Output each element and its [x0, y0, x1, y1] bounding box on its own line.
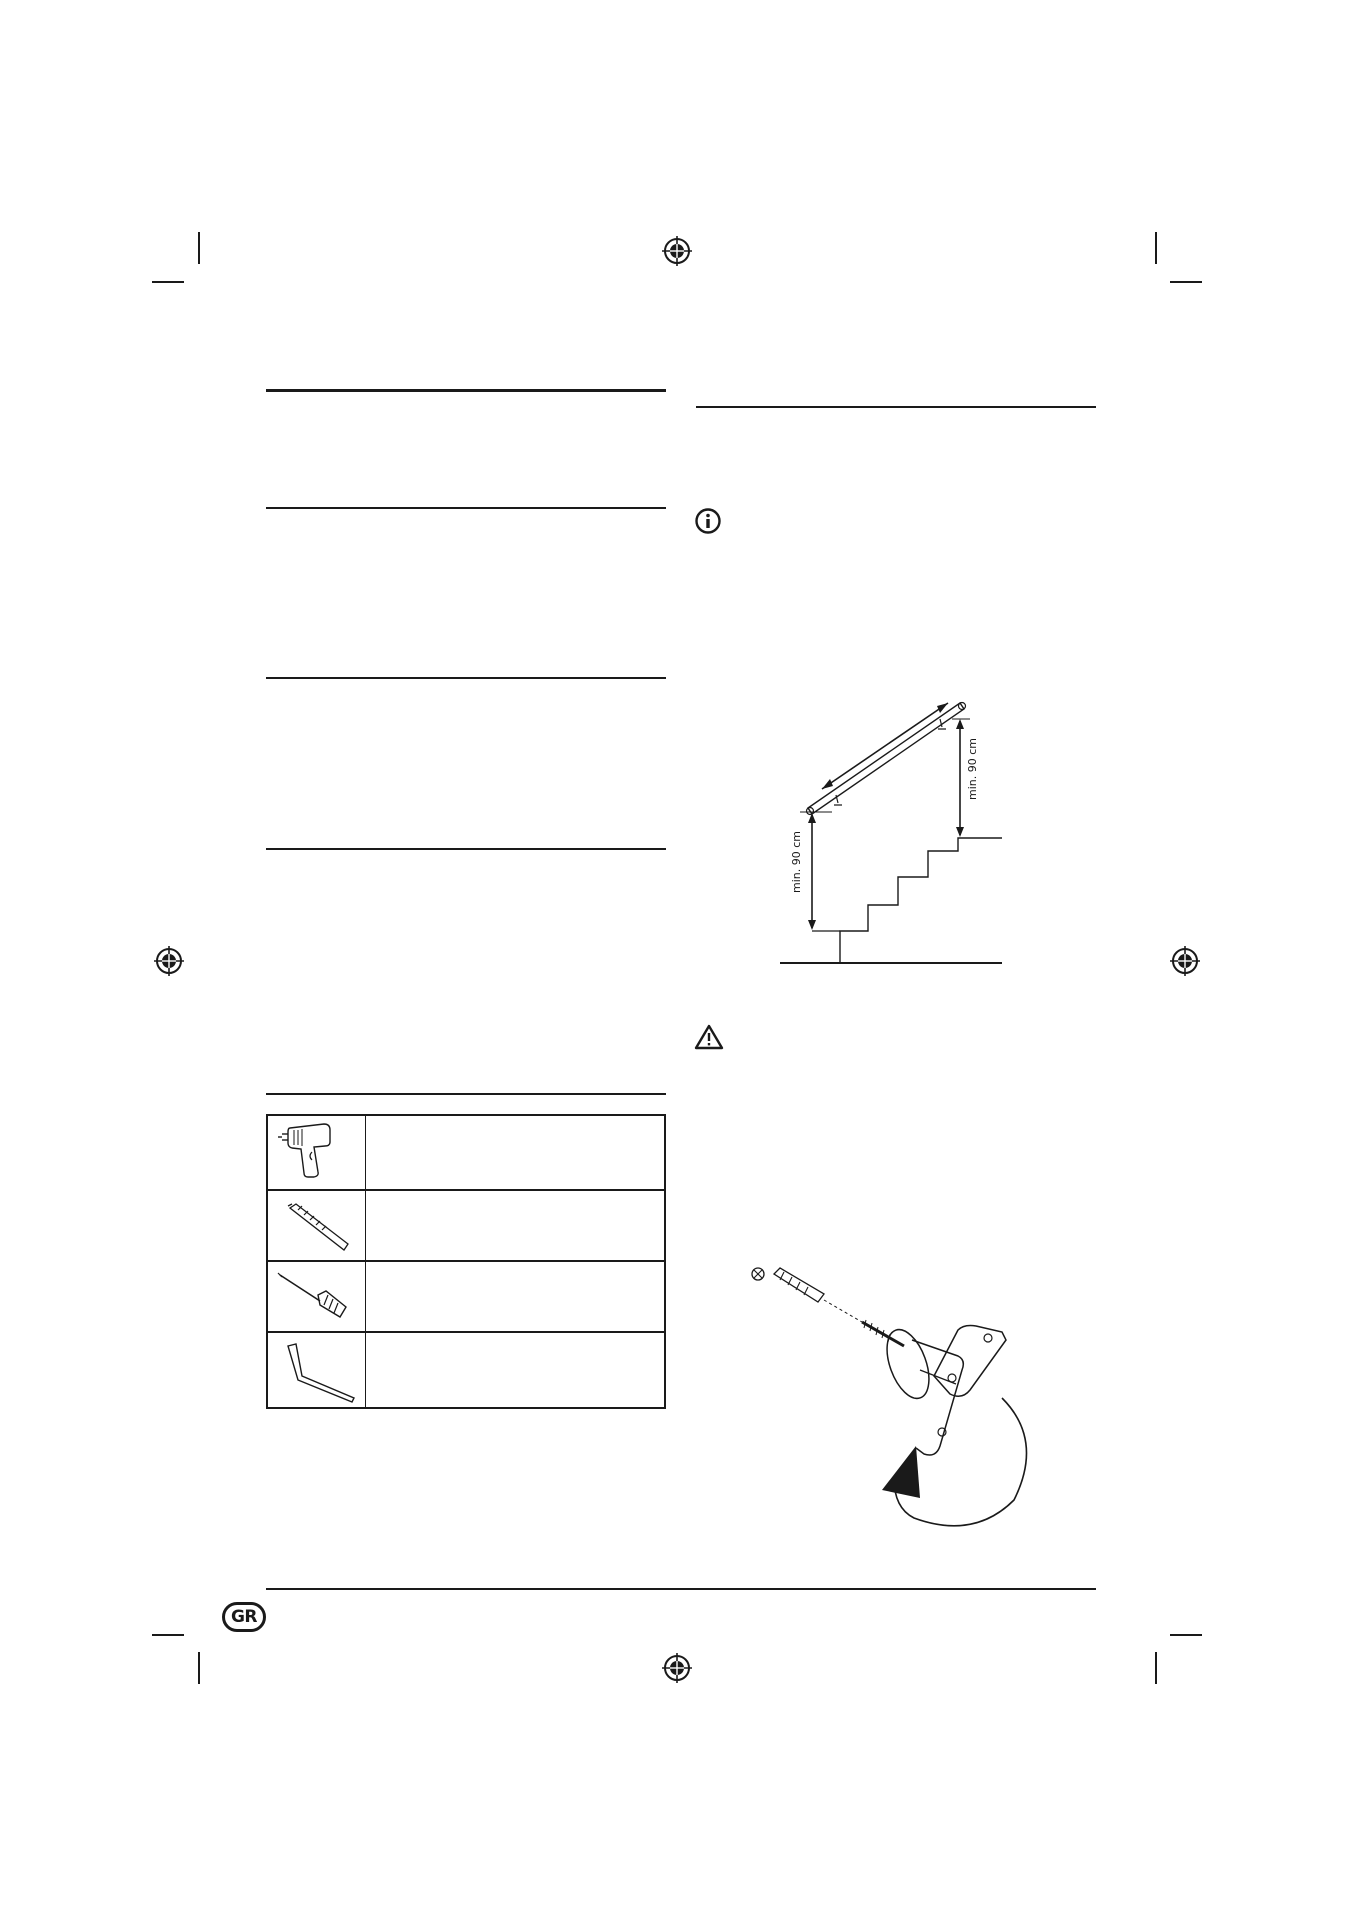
tool-row: [268, 1261, 664, 1331]
tools-table: [266, 1114, 666, 1409]
crop-mark: [1155, 232, 1157, 264]
tool-icon-cell: [268, 1190, 366, 1260]
registration-mark-icon: [1170, 946, 1200, 976]
left-height-label: min. 90 cm: [790, 831, 803, 893]
tool-icon-cell: [268, 1332, 366, 1407]
rail-length-arrow: [822, 703, 948, 789]
tool-row: [268, 1116, 664, 1189]
language-badge: GR: [222, 1602, 266, 1632]
bracket-mounting-diagram: [744, 1250, 1044, 1535]
section-rule: [266, 848, 666, 850]
crop-mark: [152, 281, 184, 283]
registration-mark-icon: [662, 236, 692, 266]
crop-mark: [198, 1652, 200, 1684]
drill-bit-icon: [268, 1190, 364, 1260]
tool-icon-cell: [268, 1261, 366, 1331]
crop-mark: [1170, 281, 1202, 283]
section-rule: [266, 389, 666, 392]
crop-mark: [1170, 1634, 1202, 1636]
section-rule: [696, 406, 1096, 408]
tool-row: [268, 1332, 664, 1407]
crop-mark: [198, 232, 200, 264]
tool-row: [268, 1190, 664, 1260]
info-icon: [694, 507, 722, 535]
section-rule: [266, 507, 666, 509]
section-rule: [266, 677, 666, 679]
section-rule: [266, 1093, 666, 1095]
drill-icon: [268, 1116, 364, 1189]
stair-profile: [840, 838, 1002, 963]
right-height-label: min. 90 cm: [966, 738, 979, 800]
crop-mark: [152, 1634, 184, 1636]
screwdriver-icon: [268, 1261, 364, 1331]
registration-mark-icon: [662, 1653, 692, 1683]
tool-icon-cell: [268, 1116, 366, 1189]
crop-mark: [1155, 1652, 1157, 1684]
stair-handrail-diagram: [770, 695, 1010, 970]
warning-triangle-icon: [694, 1024, 724, 1050]
allen-key-icon: [268, 1332, 364, 1407]
registration-mark-icon: [154, 946, 184, 976]
footer-rule: [266, 1588, 1096, 1590]
bracket-saddle: [934, 1326, 1006, 1397]
